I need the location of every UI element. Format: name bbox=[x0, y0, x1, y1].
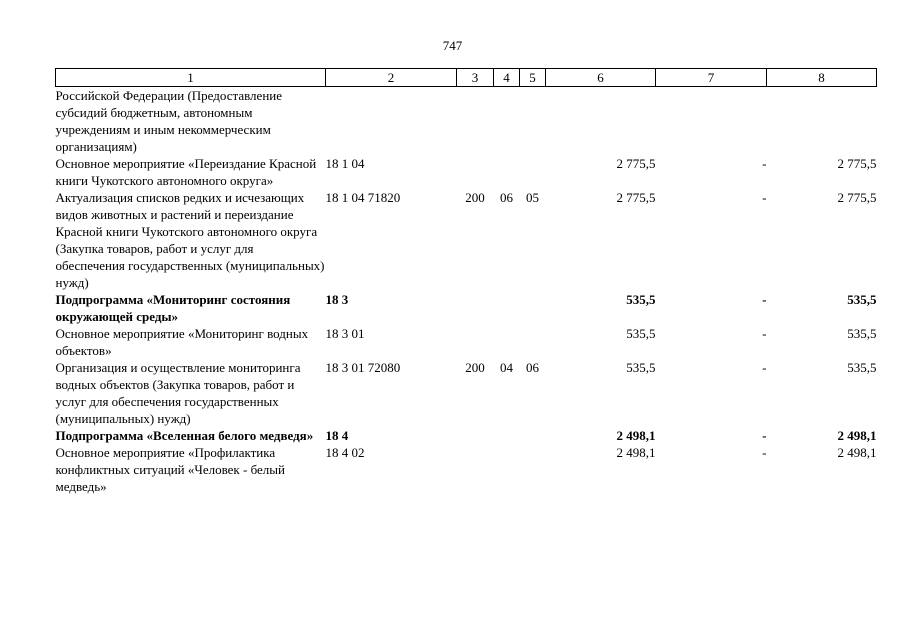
header-cell-csr: 2 bbox=[326, 69, 457, 87]
row-vr bbox=[457, 325, 494, 359]
row-name: Подпрограмма «Мониторинг состояния окружающей среды» bbox=[55, 292, 291, 324]
row-regional: 2 775,5 bbox=[837, 190, 877, 205]
header-cell-total: 6 bbox=[546, 69, 656, 87]
row-vr: 200 bbox=[465, 190, 485, 205]
row-federal bbox=[656, 87, 767, 156]
row-rz bbox=[494, 427, 520, 444]
row-total: 535,5 bbox=[626, 326, 656, 341]
row-csr: 18 4 bbox=[325, 428, 349, 443]
table-row bbox=[56, 444, 877, 495]
table-row bbox=[56, 359, 877, 427]
row-regional: 2 498,1 bbox=[837, 428, 877, 443]
row-vr bbox=[457, 291, 494, 325]
row-total: 2 498,1 bbox=[616, 445, 656, 460]
row-vr bbox=[457, 87, 494, 156]
table-row bbox=[56, 155, 877, 189]
row-rz bbox=[494, 444, 520, 495]
row-pr bbox=[520, 325, 546, 359]
row-total: 2 775,5 bbox=[616, 156, 656, 171]
row-rz: 04 bbox=[500, 360, 513, 375]
row-federal: - bbox=[762, 360, 767, 375]
row-vr bbox=[457, 444, 494, 495]
row-regional: 2 498,1 bbox=[837, 445, 877, 460]
row-csr: 18 3 01 72080 bbox=[325, 360, 401, 375]
budget-table bbox=[55, 68, 877, 495]
table-row bbox=[56, 189, 877, 291]
row-pr bbox=[520, 427, 546, 444]
row-name: Российской Федерации (Предоставление субсидий бюджетным, автономным учреждениям и иным некоммерческим организациям) bbox=[55, 88, 283, 154]
table-row bbox=[56, 87, 877, 156]
row-csr: 18 1 04 bbox=[325, 156, 365, 171]
row-federal: - bbox=[762, 428, 767, 443]
row-name: Подпрограмма «Вселенная белого медведя» bbox=[55, 428, 314, 443]
row-pr bbox=[520, 87, 546, 156]
row-rz bbox=[494, 291, 520, 325]
row-name: Актуализация списков редких и исчезающих видов животных и растений и переиздание Красной книги Чукотского автономного округа (Закупка товаров, работ и услуг для обеспечения государственных (муниципальных) нужд) bbox=[55, 190, 325, 290]
row-federal: - bbox=[762, 156, 767, 171]
row-csr: 18 1 04 71820 bbox=[325, 190, 401, 205]
row-rz bbox=[494, 87, 520, 156]
row-federal: - bbox=[762, 190, 767, 205]
table-row-subprogram bbox=[56, 427, 877, 444]
row-total bbox=[546, 87, 656, 156]
row-federal: - bbox=[762, 445, 767, 460]
header-cell-name: 1 bbox=[56, 69, 326, 87]
row-name: Организация и осуществление мониторинга водных объектов (Закупка товаров, работ и услуг для обеспечения государственных (муниципальных) нужд) bbox=[55, 360, 301, 426]
header-cell-regional: 8 bbox=[767, 69, 877, 87]
header-cell-vr: 3 bbox=[457, 69, 494, 87]
row-csr: 18 3 bbox=[325, 292, 349, 307]
row-pr: 05 bbox=[526, 190, 539, 205]
row-total: 535,5 bbox=[626, 292, 656, 307]
row-vr: 200 bbox=[465, 360, 485, 375]
row-pr bbox=[520, 444, 546, 495]
header-cell-rz: 4 bbox=[494, 69, 520, 87]
header-row bbox=[56, 69, 877, 87]
row-name: Основное мероприятие «Мониторинг водных объектов» bbox=[55, 326, 309, 358]
row-name: Основное мероприятие «Переиздание Красной книги Чукотского автономного округа» bbox=[55, 156, 317, 188]
row-csr: 18 4 02 bbox=[325, 445, 365, 460]
row-regional: 535,5 bbox=[847, 292, 877, 307]
row-csr: 18 3 01 bbox=[325, 326, 365, 341]
page-number: 747 bbox=[442, 38, 463, 53]
row-pr bbox=[520, 291, 546, 325]
row-name: Основное мероприятие «Профилактика конфликтных ситуаций «Человек - белый медведь» bbox=[55, 445, 285, 494]
header-cell-pr: 5 bbox=[520, 69, 546, 87]
row-rz bbox=[494, 325, 520, 359]
row-regional: 2 775,5 bbox=[837, 156, 877, 171]
row-total: 535,5 bbox=[626, 360, 656, 375]
row-federal: - bbox=[762, 326, 767, 341]
row-rz bbox=[494, 155, 520, 189]
table-row-subprogram bbox=[56, 291, 877, 325]
row-total: 2 498,1 bbox=[616, 428, 656, 443]
row-regional: 535,5 bbox=[847, 326, 877, 341]
row-federal: - bbox=[762, 292, 767, 307]
header-cell-federal: 7 bbox=[656, 69, 767, 87]
row-regional bbox=[767, 87, 877, 156]
row-total: 2 775,5 bbox=[616, 190, 656, 205]
row-vr bbox=[457, 427, 494, 444]
row-csr bbox=[326, 87, 457, 156]
row-vr bbox=[457, 155, 494, 189]
row-pr: 06 bbox=[526, 360, 539, 375]
row-pr bbox=[520, 155, 546, 189]
row-regional: 535,5 bbox=[847, 360, 877, 375]
table-row bbox=[56, 325, 877, 359]
row-rz: 06 bbox=[500, 190, 513, 205]
